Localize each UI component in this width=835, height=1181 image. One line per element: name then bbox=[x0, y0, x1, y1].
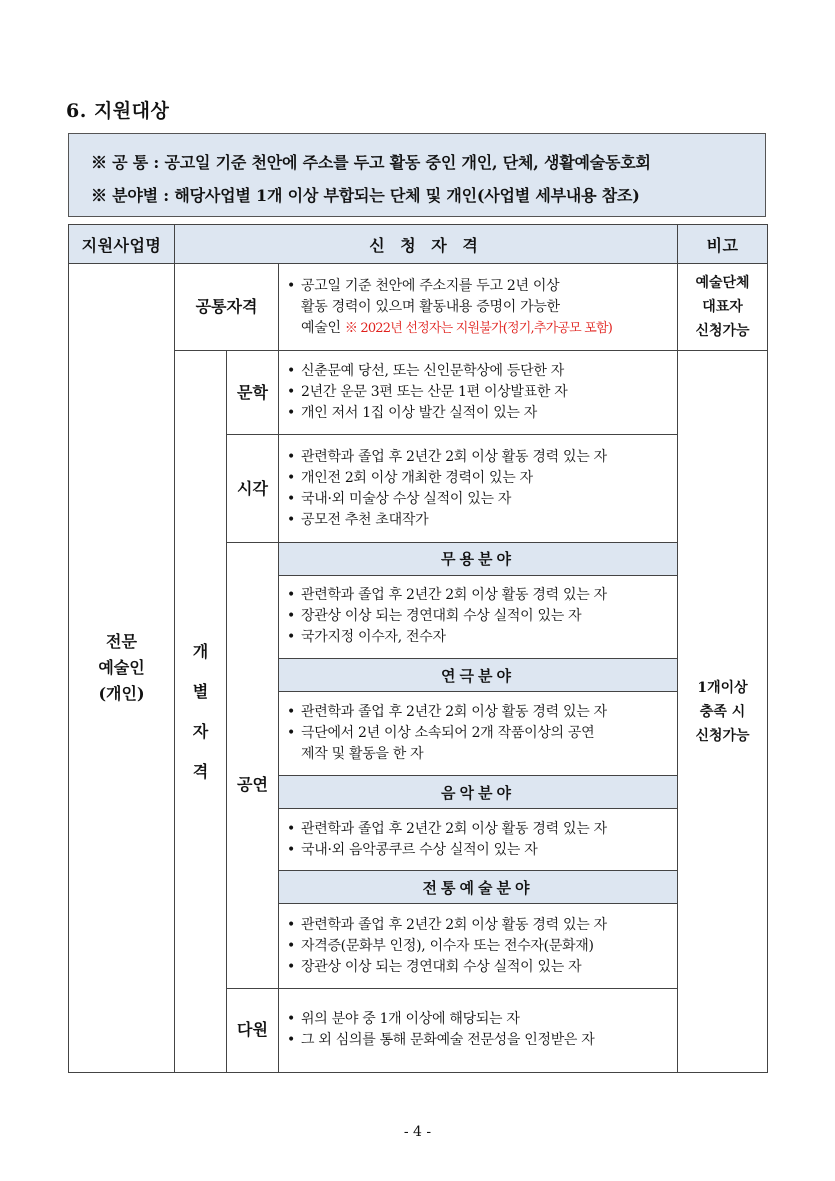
list-item: • 위의 분야 중 1개 이상에 해당되는 자 bbox=[287, 1011, 520, 1028]
list-item: • 공고일 기준 천안에 주소지를 두고 2년 이상 bbox=[287, 277, 560, 294]
music-title: 음악분야 bbox=[279, 776, 678, 809]
list-item: • 개인전 2회 이상 개최한 경력이 있는 자 bbox=[287, 469, 533, 486]
list-item: • 장관상 이상 되는 경연대회 수상 실적이 있는 자 bbox=[287, 608, 582, 625]
list-item: • 2년간 운문 3편 또는 산문 1편 이상발표한 자 bbox=[287, 384, 568, 401]
visual-content bbox=[279, 435, 678, 542]
dance-title: 무용분야 bbox=[279, 542, 678, 575]
list-item: • 신춘문예 당선, 또는 신인문학상에 등단한 자 bbox=[287, 363, 564, 380]
notice-box bbox=[68, 133, 766, 217]
list-item: • 국내·외 음악콩쿠르 수상 실적이 있는 자 bbox=[287, 841, 538, 858]
list-item: • 개인 저서 1집 이상 발간 실적이 있는 자 bbox=[287, 405, 538, 422]
list-item: • 장관상 이상 되는 경연대회 수상 실적이 있는 자 bbox=[287, 958, 582, 975]
list-item: • 관련학과 졸업 후 2년간 2회 이상 활동 경력 있는 자 bbox=[287, 448, 607, 465]
list-item: • 관련학과 졸업 후 2년간 2회 이상 활동 경력 있는 자 bbox=[287, 820, 607, 837]
notice-common: ※ 공 통 : 공고일 기준 천안에 주소를 두고 활동 중인 개인, 단체, 생활예술동호회 bbox=[91, 153, 651, 172]
multi-label: 다원 bbox=[227, 988, 279, 1072]
header-program: 지원사업명 bbox=[69, 225, 175, 264]
eligibility-table bbox=[68, 224, 768, 1073]
theater-title: 연극분야 bbox=[279, 658, 678, 691]
list-item: • 관련학과 졸업 후 2년간 2회 이상 활동 경력 있는 자 bbox=[287, 587, 607, 604]
list-item: • 극단에서 2년 이상 소속되어 2개 작품이상의 공연 bbox=[287, 725, 595, 742]
list-item: 활동 경력이 있으며 활동내용 증명이 가능한 bbox=[301, 298, 560, 315]
music-content bbox=[279, 809, 678, 871]
list-item: • 관련학과 졸업 후 2년간 2회 이상 활동 경력 있는 자 bbox=[287, 704, 607, 721]
list-item: • 관련학과 졸업 후 2년간 2회 이상 활동 경력 있는 자 bbox=[287, 916, 607, 933]
list-item: 예술인 ※ 2022년 선정자는 지원불가(정기,추가공모 포함) bbox=[301, 319, 613, 336]
individual-remark: 1개이상 충족 시 신청가능 bbox=[678, 351, 768, 1073]
notice-field: ※ 분야별 : 해당사업별 1개 이상 부합되는 단체 및 개인(사업별 세부내용 참조) bbox=[91, 186, 640, 205]
literature-content bbox=[279, 351, 678, 435]
literature-label: 문학 bbox=[227, 351, 279, 435]
list-item: 제작 및 활동을 한 자 bbox=[301, 746, 424, 763]
header-qualification: 신 청 자 격 bbox=[175, 225, 678, 264]
common-remark: 예술단체 대표자 신청가능 bbox=[678, 264, 768, 351]
common-label: 공통자격 bbox=[175, 264, 279, 351]
multi-content bbox=[279, 988, 678, 1072]
category-cell bbox=[69, 264, 175, 1073]
visual-label: 시각 bbox=[227, 435, 279, 542]
list-item: • 자격증(문화부 인정), 이수자 또는 전수자(문화재) bbox=[287, 937, 594, 954]
traditional-title: 전통예술분야 bbox=[279, 871, 678, 904]
list-item: • 국내·외 미술상 수상 실적이 있는 자 bbox=[287, 490, 512, 507]
individual-label: 개 별 자 격 bbox=[175, 351, 227, 1073]
common-content bbox=[279, 264, 678, 351]
header-remark: 비고 bbox=[678, 225, 768, 264]
list-item: • 그 외 심의를 통해 문화예술 전문성을 인정받은 자 bbox=[287, 1032, 595, 1049]
section-title: 6. 지원대상 bbox=[66, 100, 170, 122]
dance-content bbox=[279, 575, 678, 658]
restriction-note: ※ 2022년 선정자는 지원불가(정기,추가공모 포함) bbox=[344, 320, 613, 336]
theater-content bbox=[279, 692, 678, 776]
traditional-content bbox=[279, 904, 678, 988]
page-number: - 4 - bbox=[403, 1124, 432, 1140]
list-item: • 국가지정 이수자, 전수자 bbox=[287, 629, 446, 646]
category-label: 전문 예술인 (개인) bbox=[98, 632, 145, 704]
performance-label: 공연 bbox=[227, 542, 279, 988]
list-item: • 공모전 추천 초대작가 bbox=[287, 511, 429, 528]
